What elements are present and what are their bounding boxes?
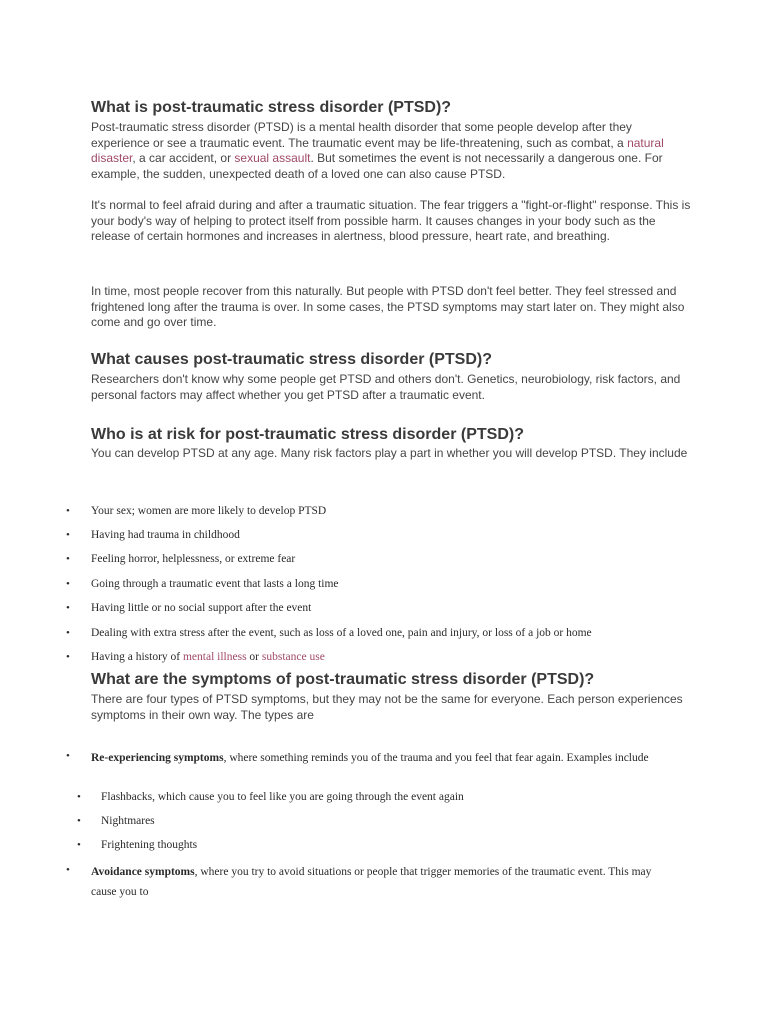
text: Having a history of — [91, 651, 183, 663]
bullet-icon: • — [66, 529, 70, 541]
list-item: Going through a traumatic event that lasts a long time — [91, 578, 339, 590]
text: Post-traumatic stress disorder (PTSD) is a mental health disorder that some people develop after they experience or see a traumatic event. The traumatic event may be life-threatening, such as combat, a — [91, 120, 632, 150]
label-bold: Avoidance symptoms — [91, 866, 195, 878]
bullet-icon: • — [66, 553, 70, 565]
bullet-icon: • — [66, 864, 70, 876]
heading-symptoms: What are the symptoms of post-traumatic stress disorder (PTSD)? — [91, 671, 595, 688]
list-item — [91, 748, 671, 768]
link-mental-illness[interactable]: mental illness — [182, 651, 247, 663]
paragraph-what-is-2: It's normal to feel afraid during and after a traumatic situation. The fear triggers a "fight-or-flight" response. This is your body's way of helping to protect itself from possible harm. It causes changes in your body such as the release of certain hormones and increases in alertness, blood pressure, heart rate, and breathing. — [91, 198, 691, 243]
sub-list-item: Flashbacks, which cause you to feel like you are going through the event again — [101, 791, 464, 803]
paragraph-symptoms-1: There are four types of PTSD symptoms, but they may not be the same for everyone. Each person experiences symptoms in their own way. The types are — [91, 692, 683, 722]
list-item: Your sex; women are more likely to develop PTSD — [91, 505, 327, 517]
text: , where something reminds you of the trauma and you feel that fear again. Examples include — [223, 752, 649, 764]
paragraph-risk-1: You can develop PTSD at any age. Many risk factors play a part in whether you will develop PTSD. They include — [91, 446, 688, 460]
heading-causes: What causes post-traumatic stress disorder (PTSD)? — [91, 351, 492, 368]
text: or — [246, 651, 262, 663]
list-item: Having had trauma in childhood — [91, 529, 240, 541]
sub-list-item: Frightening thoughts — [101, 839, 198, 851]
bullet-icon: • — [66, 627, 70, 639]
bullet-icon: • — [77, 839, 81, 851]
bullet-icon: • — [66, 602, 70, 614]
sub-list-item: Nightmares — [101, 815, 155, 827]
heading-risk: Who is at risk for post-traumatic stress disorder (PTSD)? — [91, 426, 524, 443]
list-item — [91, 649, 325, 665]
bullet-icon: • — [66, 578, 70, 590]
paragraph-what-is-1 — [91, 120, 691, 182]
bullet-icon: • — [77, 815, 81, 827]
list-item — [91, 862, 671, 902]
link-sexual-assault[interactable]: sexual assault — [234, 151, 311, 165]
list-item: Having little or no social support after the event — [91, 602, 312, 614]
bullet-icon: • — [77, 791, 81, 803]
text: . But sometimes the event is not necessarily a dangerous one. For example, the sudden, unexpected death of a loved one can also cause PTSD. — [91, 151, 663, 181]
list-item: Dealing with extra stress after the event, such as loss of a loved one, pain and injury, or loss of a job or home — [91, 627, 592, 639]
paragraph-causes-1: Researchers don't know why some people get PTSD and others don't. Genetics, neurobiology, risk factors, and personal factors may affect whether you get PTSD after a traumatic event. — [91, 372, 681, 402]
text: , a car accident, or — [132, 151, 235, 165]
heading-what-is-ptsd: What is post-traumatic stress disorder (PTSD)? — [91, 99, 452, 116]
link-natural-disaster[interactable]: natural disaster — [91, 135, 664, 165]
bullet-icon: • — [66, 505, 70, 517]
label-bold: Re-experiencing symptoms — [91, 752, 224, 764]
list-item: Feeling horror, helplessness, or extreme fear — [91, 553, 296, 565]
bullet-icon: • — [66, 651, 70, 663]
bullet-icon: • — [66, 750, 70, 762]
link-substance-use[interactable]: substance use — [261, 651, 325, 663]
paragraph-what-is-3: In time, most people recover from this naturally. But people with PTSD don't feel better. They feel stressed and frightened long after the trauma is over. In some cases, the PTSD symptoms may start later on. They might also come and go over time. — [91, 284, 685, 329]
text: , where you try to avoid situations or people that trigger memories of the traumatic event. This may cause you to — [91, 866, 652, 898]
